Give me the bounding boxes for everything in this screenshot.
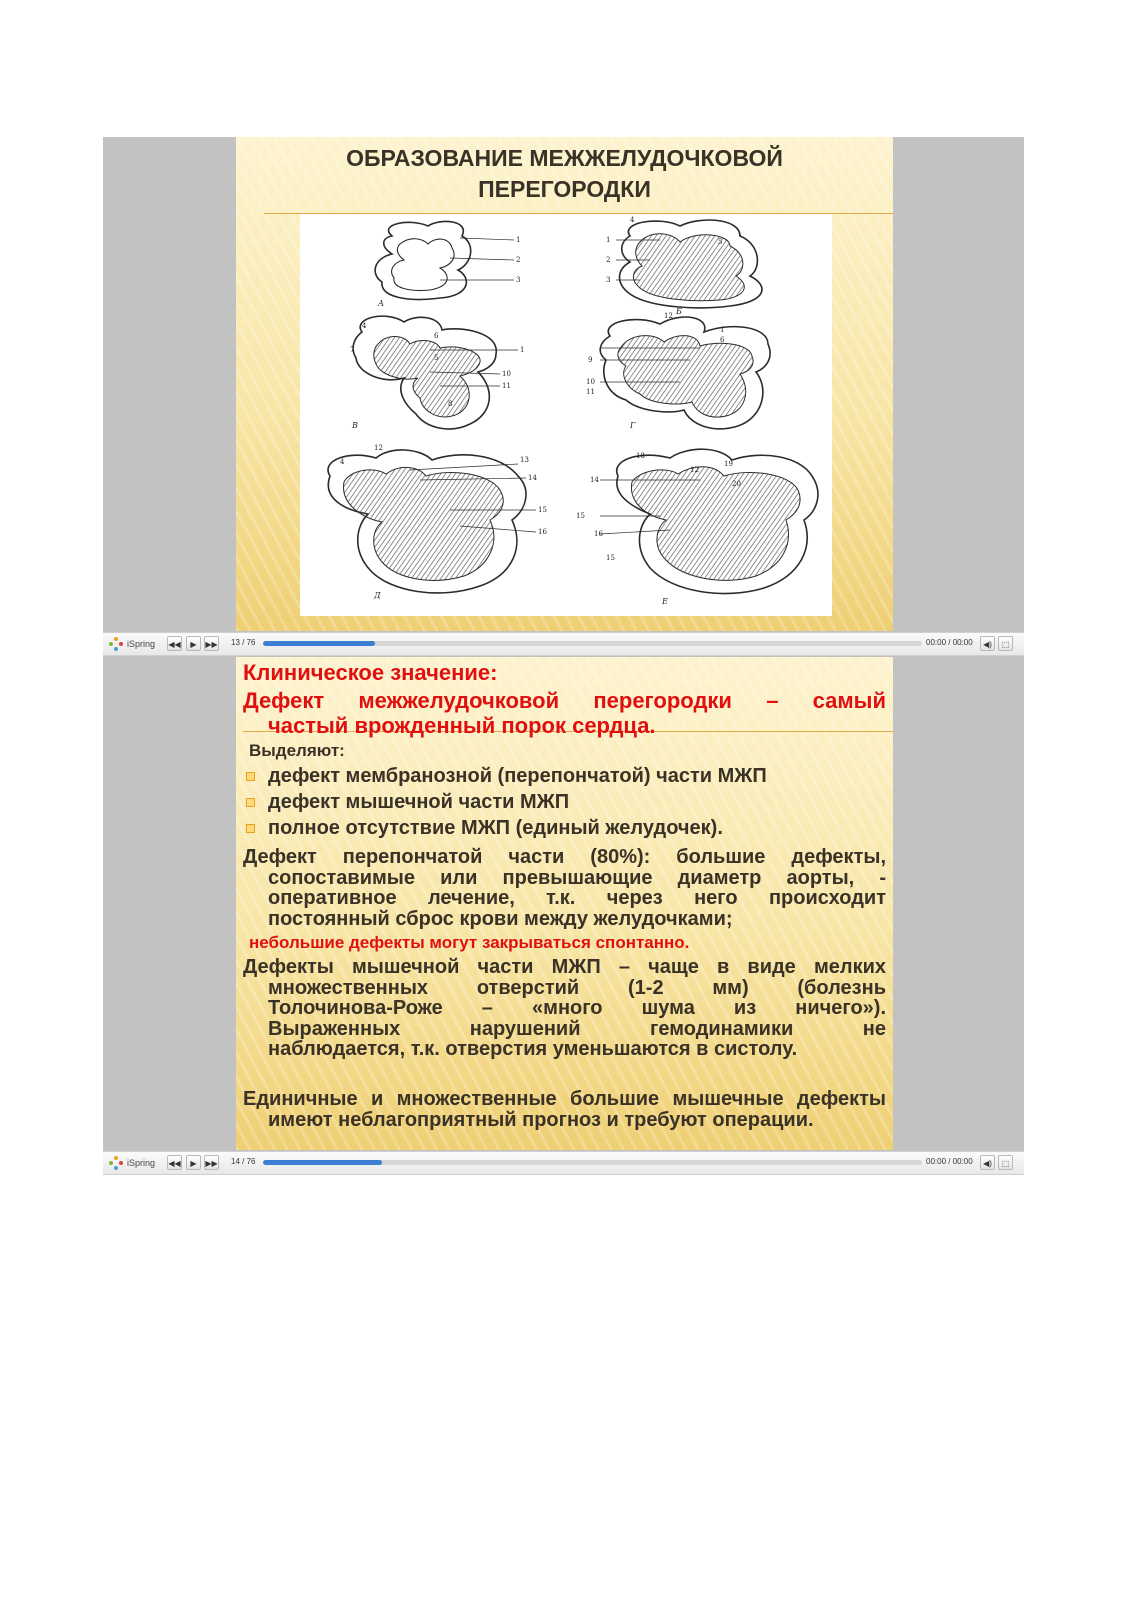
fast-forward-icon: ▶▶ — [205, 640, 218, 649]
slide-player-2 — [103, 657, 1024, 1174]
panel-letter-c: В — [352, 421, 358, 430]
fast-forward-button[interactable] — [204, 1155, 219, 1170]
callout: 6 — [434, 332, 439, 340]
paragraph-line: наблюдается, т.к. отверстия уменьшаются в систолу. — [268, 1038, 798, 1060]
callout: 12 — [374, 444, 383, 452]
callout: 13 — [520, 456, 529, 464]
panel-letter-e: Д — [374, 591, 381, 600]
ispring-logo-text: iSpring — [127, 1158, 156, 1168]
callout: 1 — [516, 236, 521, 244]
callout: 8 — [448, 400, 453, 408]
volume-icon: ◀) — [983, 640, 992, 649]
player-control-bar — [103, 1151, 1024, 1175]
list-item-text: полное отсутствие МЖП (единый желудочек). — [268, 817, 723, 839]
callout: 15 — [606, 554, 615, 562]
panel-letter-a: А — [378, 299, 385, 308]
paragraph-line: Единичные и множественные большие мышечные дефекты — [243, 1088, 886, 1110]
paragraph-line: множественных отверстий (1-2 мм) (болезнь — [268, 976, 886, 999]
paragraph-line: Выраженных нарушений гемодинамики не — [268, 1017, 886, 1040]
paragraph-line: имеют неблагоприятный прогноз и требуют операции. — [268, 1108, 814, 1131]
callout: 4 — [340, 458, 345, 466]
callout: 16 — [594, 530, 603, 538]
callout: 1 — [606, 236, 611, 244]
callout: 4 — [362, 322, 367, 330]
fast-forward-button[interactable] — [204, 636, 219, 651]
callout: 1 — [520, 346, 525, 354]
callout: 14 — [528, 474, 537, 482]
rewind-icon: ◀◀ — [168, 640, 181, 649]
callout: 18 — [636, 452, 645, 460]
time-display: 00:00 / 00:00 — [926, 1157, 973, 1166]
ispring-logo — [109, 1156, 155, 1170]
list-item-text: дефект мембранозной (перепончатой) части МЖП — [268, 765, 767, 787]
paragraph-line: оперативное лечение, т.к. через него происходит — [268, 887, 886, 909]
callout: 3 — [516, 276, 521, 284]
volume-button[interactable] — [980, 1155, 995, 1170]
list-item — [243, 815, 886, 841]
callout: 10 — [586, 378, 595, 386]
panel-letter-d: Г — [630, 421, 636, 430]
slide-title — [236, 143, 893, 205]
callout: 12 — [664, 312, 673, 320]
volume-icon: ◀) — [983, 1159, 992, 1168]
callout: 15 — [576, 512, 585, 520]
fullscreen-icon: ⬚ — [1001, 640, 1010, 649]
bullet-square-icon — [246, 824, 255, 833]
slide-14 — [236, 657, 893, 1150]
callout: 11 — [502, 382, 511, 390]
progress-fill — [263, 1160, 382, 1165]
muscular-defect-paragraph — [243, 957, 886, 1060]
play-icon: ▶ — [190, 640, 197, 649]
rewind-button[interactable] — [167, 636, 182, 651]
callout: 12 — [690, 466, 699, 474]
progress-bar[interactable] — [263, 1160, 922, 1165]
paragraph-line: сопоставимые или превышающие диаметр аорты, - — [268, 866, 886, 889]
slide-title-line-2: ПЕРЕГОРОДКИ — [478, 176, 651, 202]
play-button[interactable] — [186, 1155, 201, 1170]
callout: 5 — [434, 354, 439, 362]
progress-fill — [263, 641, 375, 646]
list-item — [243, 763, 886, 789]
panel-letter-b: Б — [676, 307, 682, 316]
rewind-icon: ◀◀ — [168, 1159, 181, 1168]
callout: 7 — [350, 346, 355, 354]
spontaneous-closure-note: небольшие дефекты могут закрываться спонтанно. — [249, 933, 690, 952]
callout: 20 — [732, 480, 741, 488]
ispring-flower-icon — [109, 637, 123, 651]
rewind-button[interactable] — [167, 1155, 182, 1170]
callout: 2 — [516, 256, 521, 264]
time-display: 00:00 / 00:00 — [926, 638, 973, 647]
callout: 19 — [724, 460, 733, 468]
slide-13 — [236, 137, 893, 631]
heart-diagram-svg — [300, 214, 832, 616]
callout: 6 — [720, 336, 725, 344]
lead-statement — [243, 688, 886, 738]
callout: 1 — [720, 326, 725, 334]
bullet-square-icon — [246, 772, 255, 781]
paragraph-line: Дефект перепончатой части (80%): большие дефекты, — [243, 846, 886, 868]
defect-types-list — [243, 763, 886, 841]
progress-bar[interactable] — [263, 641, 922, 646]
clinical-heading: Клиническое значение: — [243, 660, 498, 685]
lead-line-1: Дефект межжелудочковой перегородки – самый — [243, 688, 886, 713]
volume-button[interactable] — [980, 636, 995, 651]
callout: 14 — [590, 476, 599, 484]
slide-counter: 13 / 76 — [231, 638, 256, 647]
list-item-text: дефект мышечной части МЖП — [268, 791, 570, 813]
play-button[interactable] — [186, 636, 201, 651]
callout: 11 — [586, 388, 595, 396]
ispring-flower-icon — [109, 1156, 123, 1170]
player-control-bar — [103, 632, 1024, 656]
intro-label: Выделяют: — [249, 741, 345, 760]
prognosis-paragraph — [243, 1089, 886, 1130]
callout: 16 — [538, 528, 547, 536]
slide-title-line-1: ОБРАЗОВАНИЕ МЕЖЖЕЛУДОЧКОВОЙ — [346, 145, 783, 171]
panel-letter-f: Е — [662, 597, 668, 606]
callout: 2 — [606, 256, 611, 264]
panel-a-heart — [375, 221, 471, 299]
paragraph-line: Толочинова-Роже – «много шума из ничего»). — [268, 997, 886, 1019]
heart-septum-diagram — [300, 214, 832, 616]
play-icon: ▶ — [190, 1159, 197, 1168]
bullet-square-icon — [246, 798, 255, 807]
callout: 3 — [606, 276, 611, 284]
slide-player-1 — [103, 137, 1024, 658]
ispring-logo — [109, 637, 155, 651]
callout: 10 — [502, 370, 511, 378]
fullscreen-button[interactable] — [998, 636, 1013, 651]
callout: 15 — [538, 506, 547, 514]
fast-forward-icon: ▶▶ — [205, 1159, 218, 1168]
membranous-defect-paragraph — [243, 847, 886, 929]
callout: 4 — [630, 216, 635, 224]
list-item — [243, 789, 886, 815]
paragraph-line: постоянный сброс крови между желудочками; — [268, 907, 733, 930]
slide-counter: 14 / 76 — [231, 1157, 256, 1166]
paragraph-line: Дефекты мышечной части МЖП – чаще в виде мелких — [243, 956, 886, 978]
fullscreen-icon: ⬚ — [1001, 1159, 1010, 1168]
ispring-logo-text: iSpring — [127, 639, 156, 649]
callout: 9 — [588, 356, 593, 364]
lead-line-2: частый врожденный порок сердца. — [268, 713, 656, 738]
callout: 5 — [718, 238, 723, 246]
fullscreen-button[interactable] — [998, 1155, 1013, 1170]
